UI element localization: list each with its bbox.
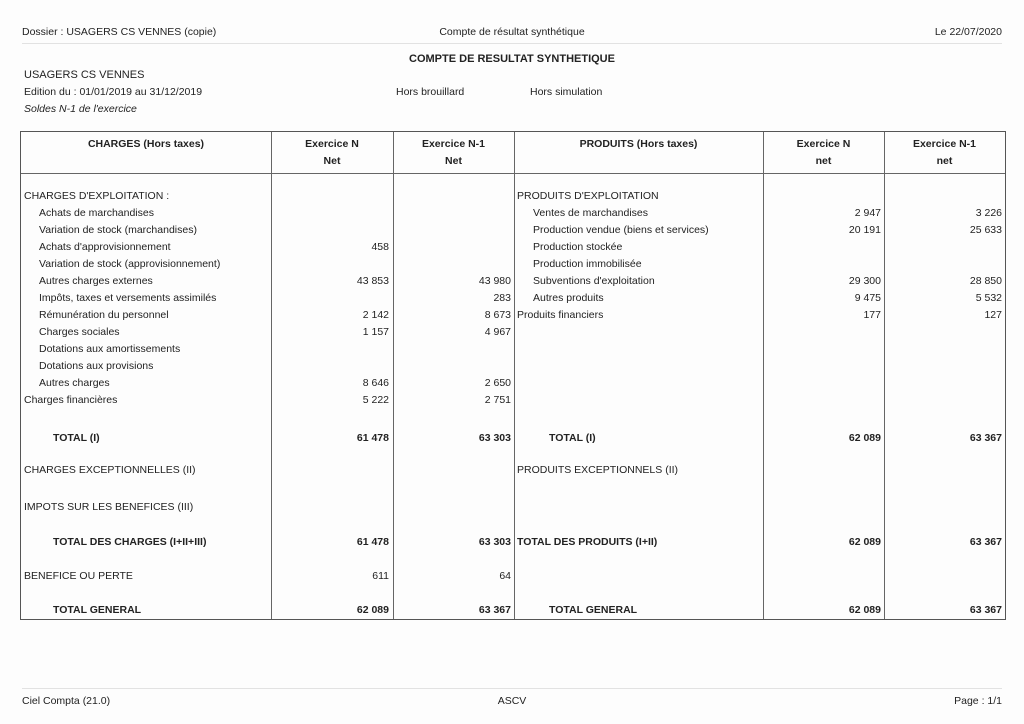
benefice-perte-n: 611: [372, 570, 389, 582]
charges-row-n1: 2 751: [484, 394, 511, 406]
produits-row-n1: 3 226: [975, 207, 1002, 219]
soldes-note: Soldes N-1 de l'exercice: [24, 103, 137, 115]
hors-brouillard-label: Hors brouillard: [396, 86, 465, 98]
charges-row-n: 5 222: [362, 394, 389, 406]
header-divider: [22, 43, 1002, 44]
page-title: COMPTE DE RESULTAT SYNTHETIQUE: [409, 53, 615, 65]
charges-row-n1: 283: [493, 292, 511, 304]
produits-ex-n1-header: Exercice N-1: [912, 138, 977, 150]
total-general-charges-n1: 63 367: [478, 604, 511, 616]
page-number: Page : 1/1: [954, 695, 1002, 707]
produits-row-label: Produits financiers: [517, 309, 604, 321]
charges-row-n1: 2 650: [484, 377, 511, 389]
impots-benefices-label: IMPOTS SUR LES BENEFICES (III): [24, 501, 194, 513]
total-general-produits-n: 62 089: [848, 604, 881, 616]
total-produits-label: TOTAL DES PRODUITS (I+II): [517, 536, 658, 548]
produits-row-label: Ventes de marchandises: [533, 207, 648, 219]
total-charges-n1: 63 303: [478, 536, 511, 548]
income-statement-table: [20, 131, 1006, 620]
benefice-perte-n1: 64: [499, 570, 511, 582]
charges-row-n: 1 157: [362, 326, 389, 338]
produits-row-n: 2 947: [854, 207, 881, 219]
produits-ex-n-sub: net: [815, 155, 832, 167]
produits-row-label: Production stockée: [533, 241, 623, 253]
produits-ex-n-header: Exercice N: [796, 138, 851, 150]
software-version: Ciel Compta (21.0): [22, 695, 111, 707]
charges-row-n1: 4 967: [484, 326, 511, 338]
header-row-divider: [21, 173, 1005, 174]
total-i-produits-label: TOTAL (I): [549, 432, 596, 444]
charges-row-label: Charges sociales: [39, 326, 120, 338]
produits-ex-n1-sub: net: [936, 155, 953, 167]
produits-row-label: PRODUITS D'EXPLOITATION: [517, 190, 659, 202]
total-i-charges-label: TOTAL (I): [53, 432, 100, 444]
total-charges-n: 61 478: [356, 536, 389, 548]
charges-row-label: Dotations aux amortissements: [39, 343, 181, 355]
produits-row-n1: 25 633: [969, 224, 1002, 236]
charges-row-label: Variation de stock (approvisionnement): [39, 258, 221, 270]
produits-row-label: Production vendue (biens et services): [533, 224, 709, 236]
total-general-produits-n1: 63 367: [969, 604, 1002, 616]
dossier-label: Dossier : USAGERS CS VENNES (copie): [22, 26, 217, 38]
charges-row-n1: 8 673: [484, 309, 511, 321]
charges-row-n: 43 853: [356, 275, 389, 287]
charges-row-n: 2 142: [362, 309, 389, 321]
total-i-charges-n: 61 478: [356, 432, 389, 444]
hors-simulation-label: Hors simulation: [530, 86, 603, 98]
produits-row-label: Subventions d'exploitation: [533, 275, 655, 287]
total-general-charges-n: 62 089: [356, 604, 389, 616]
charges-row-label: Dotations aux provisions: [39, 360, 154, 372]
produits-row-n1: 28 850: [969, 275, 1002, 287]
header-date: Le 22/07/2020: [934, 26, 1002, 38]
produits-row-n: 9 475: [854, 292, 881, 304]
charges-ex-n1-header: Exercice N-1: [421, 138, 486, 150]
footer-divider: [22, 688, 1002, 689]
produits-row-label: Production immobilisée: [533, 258, 642, 270]
total-general-charges-label: TOTAL GENERAL: [53, 604, 142, 616]
charges-row-label: Autres charges: [39, 377, 110, 389]
charges-ex-n1-sub: Net: [445, 155, 462, 167]
total-i-charges-n1: 63 303: [478, 432, 511, 444]
col-divider: [514, 132, 515, 619]
footer-center: ASCV: [497, 695, 527, 707]
total-produits-n: 62 089: [848, 536, 881, 548]
produits-row-n: 29 300: [848, 275, 881, 287]
produits-column-header: PRODUITS (Hors taxes): [579, 138, 698, 150]
charges-exceptionnelles-label: CHARGES EXCEPTIONNELLES (II): [24, 464, 196, 476]
produits-row-label: Autres produits: [533, 292, 604, 304]
charges-ex-n-header: Exercice N: [305, 138, 359, 150]
total-i-produits-n: 62 089: [848, 432, 881, 444]
total-general-produits-label: TOTAL GENERAL: [549, 604, 638, 616]
company-name: USAGERS CS VENNES: [24, 69, 145, 81]
charges-row-label: Charges financières: [24, 394, 118, 406]
total-charges-label: TOTAL DES CHARGES (I+II+III): [53, 536, 207, 548]
benefice-perte-label: BENEFICE OU PERTE: [24, 570, 133, 582]
charges-row-n: 458: [371, 241, 389, 253]
edition-period: Edition du : 01/01/2019 au 31/12/2019: [24, 86, 203, 98]
charges-row-label: CHARGES D'EXPLOITATION :: [24, 190, 170, 202]
produits-row-n1: 5 532: [975, 292, 1002, 304]
header-title: Compte de résultat synthétique: [439, 26, 585, 38]
charges-row-label: Variation de stock (marchandises): [39, 224, 197, 236]
charges-row-n1: 43 980: [478, 275, 511, 287]
charges-row-n: 8 646: [362, 377, 389, 389]
charges-row-label: Achats de marchandises: [39, 207, 154, 219]
produits-row-n: 20 191: [848, 224, 881, 236]
produits-row-n: 177: [863, 309, 881, 321]
charges-row-label: Achats d'approvisionnement: [39, 241, 171, 253]
total-i-produits-n1: 63 367: [969, 432, 1002, 444]
charges-column-header: CHARGES (Hors taxes): [87, 138, 205, 150]
charges-ex-n-sub: Net: [323, 155, 341, 167]
charges-row-label: Impôts, taxes et versements assimilés: [39, 292, 217, 304]
produits-row-n1: 127: [984, 309, 1002, 321]
charges-row-label: Autres charges externes: [39, 275, 153, 287]
produits-exceptionnels-label: PRODUITS EXCEPTIONNELS (II): [517, 464, 679, 476]
total-produits-n1: 63 367: [969, 536, 1002, 548]
charges-row-label: Rémunération du personnel: [39, 309, 169, 321]
